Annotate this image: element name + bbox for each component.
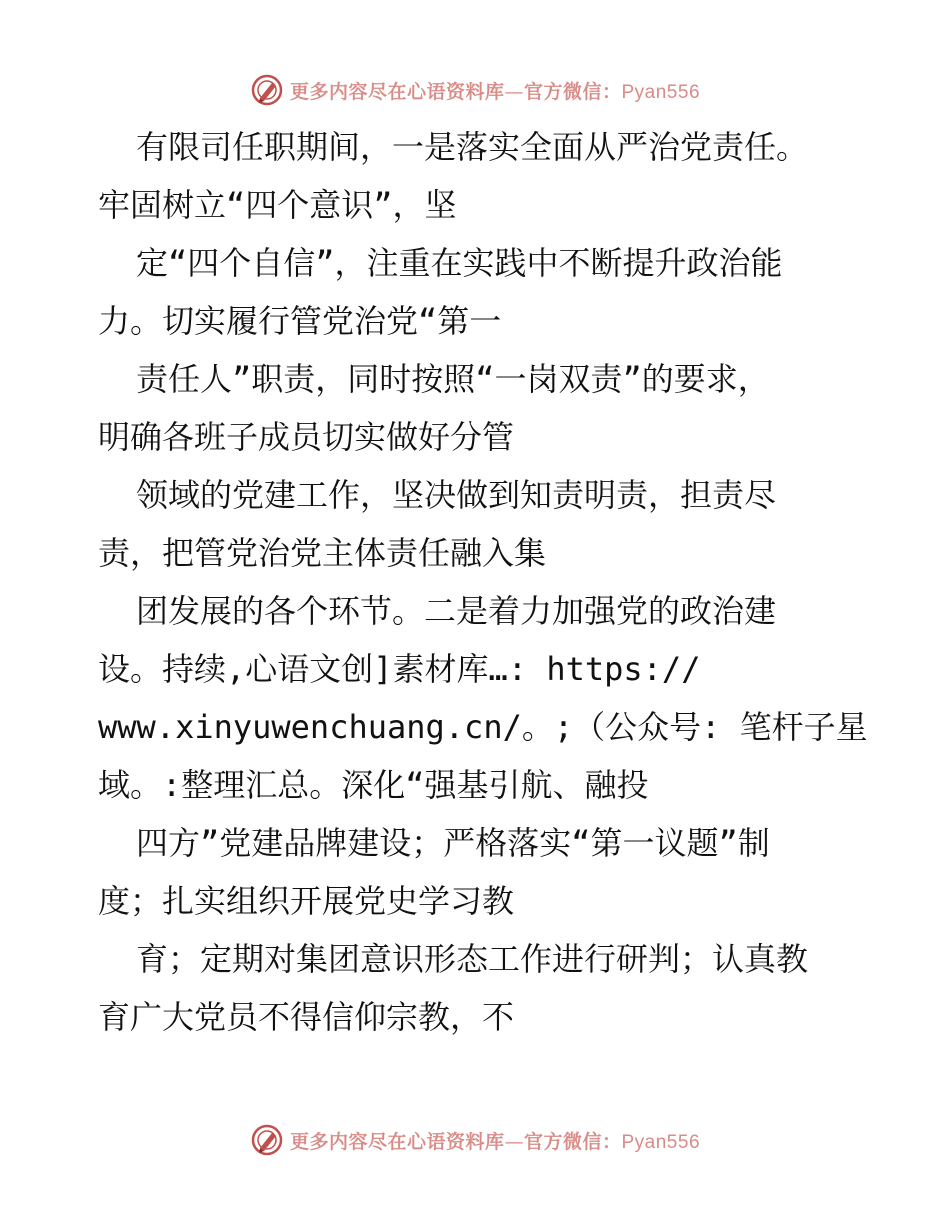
text-line: 牢固树立“四个意识”，坚 xyxy=(98,186,457,224)
text-line: 责任人”职责，同时按照“一岗双责”的要求， xyxy=(136,360,770,398)
text-line: 定“四个自信”，注重在实践中不断提升政治能 xyxy=(136,244,783,282)
watermark-text: 更多内容尽在心语资料库—官方微信：Pyan556 xyxy=(289,80,701,103)
text-line: 域。:整理汇总。深化“强基引航、融投 xyxy=(98,766,649,804)
text-line: 育广大党员不得信仰宗教，不 xyxy=(98,998,515,1036)
text-line: 力。切实履行管党治党“第一 xyxy=(98,302,502,340)
document-body xyxy=(98,118,868,1046)
text-line: 设。持续,心语文创]素材库…: https:// xyxy=(98,650,701,688)
watermark-text: 更多内容尽在心语资料库—官方微信：Pyan556 xyxy=(289,1130,701,1153)
text-line: 团发展的各个环节。二是着力加强党的政治建 xyxy=(136,592,777,630)
pen-logo-icon xyxy=(250,1123,284,1157)
text-line: 领域的党建工作，坚决做到知责明责，担责尽 xyxy=(136,476,777,514)
pen-logo-icon xyxy=(250,73,284,107)
text-line: 四方”党建品牌建设；严格落实“第一议题”制 xyxy=(136,824,770,862)
footer-watermark xyxy=(0,1120,950,1160)
text-line: 育；定期对集团意识形态工作进行研判；认真教 xyxy=(136,940,809,978)
text-line: 有限司任职期间，一是落实全面从严治党责任。 xyxy=(136,128,809,166)
text-line: www.xinyuwenchuang.cn/。;（公众号: 笔杆子星 xyxy=(98,708,868,746)
header-watermark xyxy=(0,70,950,110)
text-line: 明确各班子成员切实做好分管 xyxy=(98,418,515,456)
text-line: 度；扎实组织开展党史学习教 xyxy=(98,882,515,920)
text-line: 责，把管党治党主体责任融入集 xyxy=(98,534,547,572)
